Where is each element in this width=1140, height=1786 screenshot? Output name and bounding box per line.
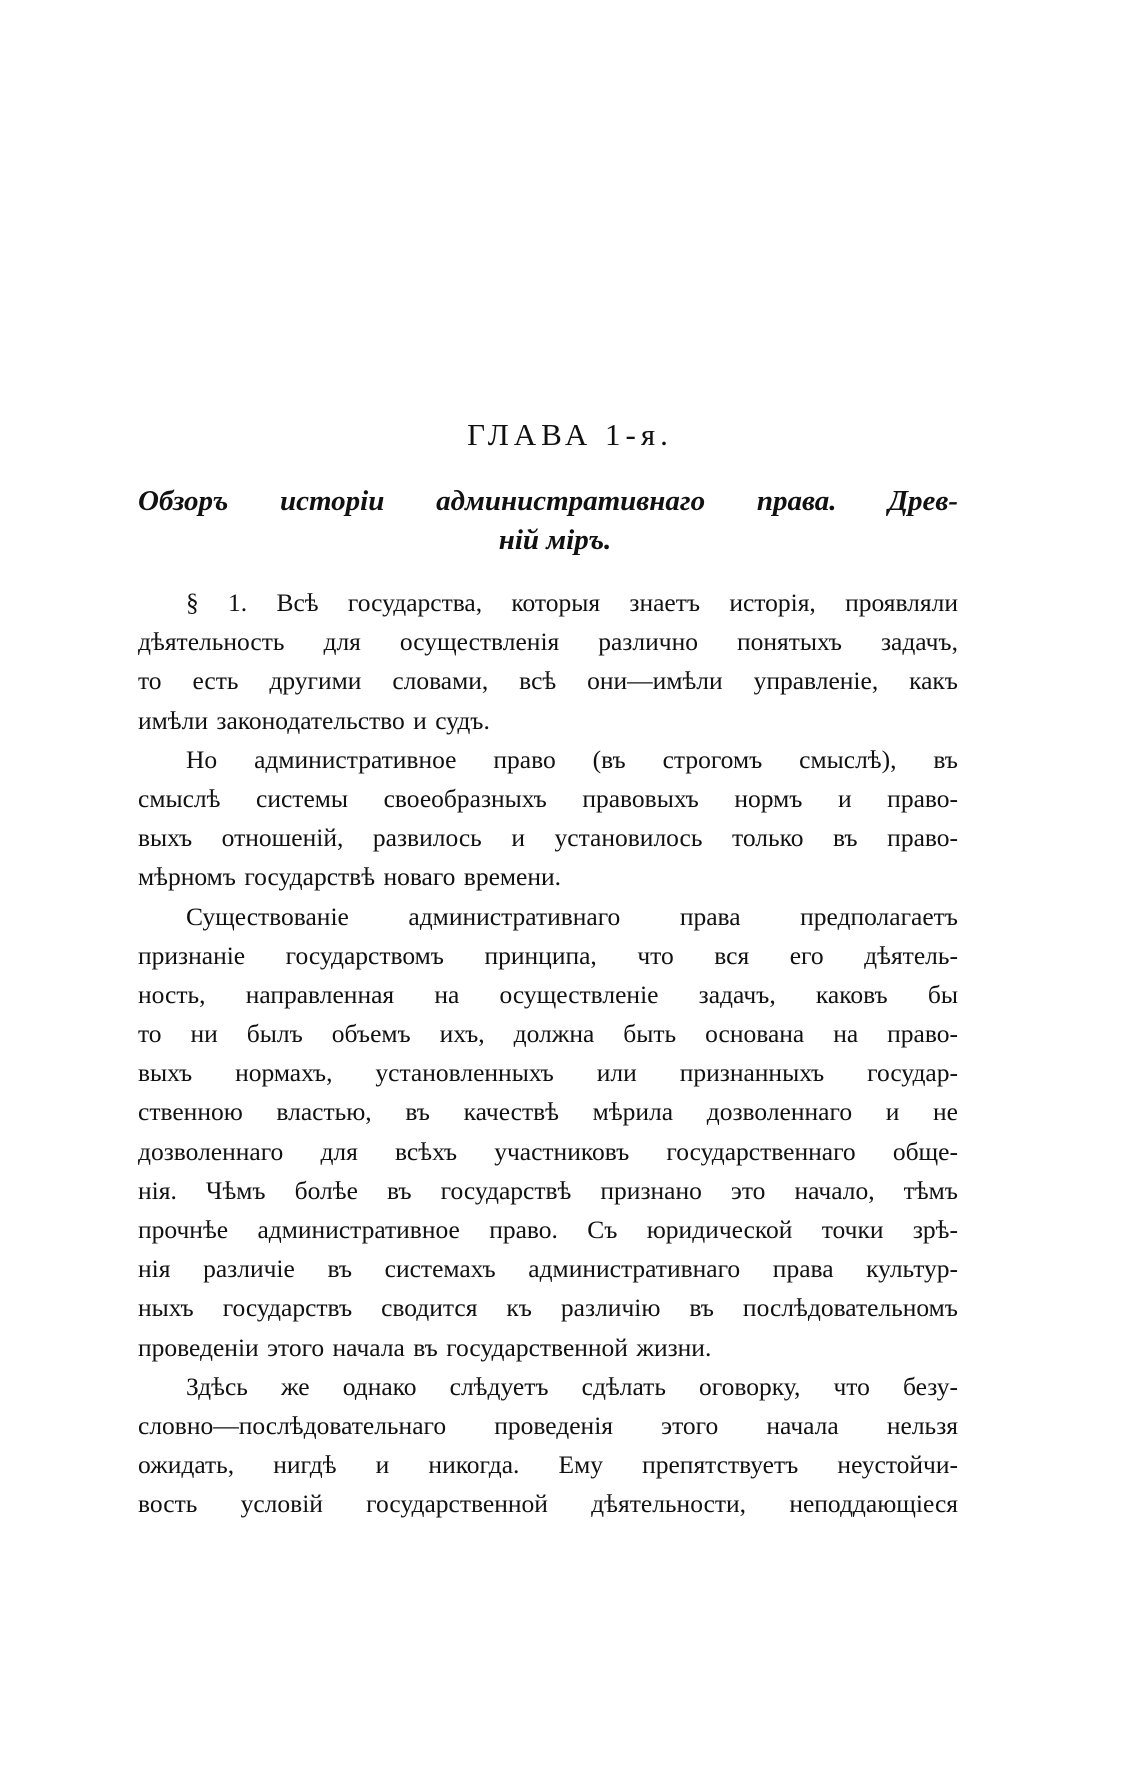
paragraph-4 — [138, 1367, 958, 1524]
text-line: ность, направленная на осуществленіе задачъ, каковъ бы — [138, 979, 958, 1009]
chapter-subtitle-line: Обзоръ исторіи административнаго права. Древ- — [138, 485, 958, 517]
chapter-subtitle — [138, 482, 958, 560]
text-line: нія различіе въ системахъ административнаго права культур- — [138, 1254, 958, 1284]
text-line: имѣли законодательство и судъ. — [138, 705, 490, 735]
paragraph-3 — [138, 897, 958, 1367]
chapter-title: ГЛАВА 1-я. — [467, 417, 673, 452]
text-line: то есть другими словами, всѣ они—имѣли управленіе, какъ — [138, 666, 958, 696]
text-line: ственною властью, въ качествѣ мѣрила дозволеннаго и не — [138, 1097, 958, 1127]
text-line: словно—послѣдовательнаго проведенія этого начала нельзя — [138, 1410, 958, 1440]
text-line: проведеніи этого начала въ государственной жизни. — [138, 1332, 712, 1362]
text-line: § 1. Всѣ государства, которыя знаетъ исторія, проявляли — [186, 588, 958, 617]
text-line: признаніе государствомъ принципа, что вся его дѣятель- — [138, 940, 958, 970]
text-line: мѣрномъ государствѣ новаго времени. — [138, 862, 562, 892]
text-line: выхъ нормахъ, установленныхъ или признанныхъ государ- — [138, 1058, 958, 1088]
text-line: Здѣсь же однако слѣдуетъ сдѣлать оговорку, что безу- — [186, 1371, 958, 1401]
text-line: то ни былъ объемъ ихъ, должна быть основана на право- — [138, 1019, 958, 1049]
paragraph-2 — [138, 740, 958, 897]
text-line: выхъ отношеній, развилось и установилось только въ право- — [138, 823, 958, 853]
text-line: дозволеннаго для всѣхъ участниковъ государственнаго обще- — [138, 1136, 958, 1166]
chapter-subtitle-line: ній міръ. — [498, 524, 612, 556]
text-line: смыслѣ системы своеобразныхъ правовыхъ нормъ и право- — [138, 783, 958, 813]
text-line: дѣятельность для осуществленія различно понятыхъ задачъ, — [138, 627, 958, 657]
body-text — [138, 583, 958, 1524]
text-line: прочнѣе административное право. Съ юридической точки зрѣ- — [138, 1215, 958, 1244]
text-line: вость условій государственной дѣятельности, неподдающіеся — [138, 1489, 958, 1519]
paragraph-1 — [138, 583, 958, 740]
text-line: Но административное право (въ строгомъ смыслѣ), въ — [186, 744, 958, 774]
text-line: ожидать, нигдѣ и никогда. Ему препятствуетъ неустойчи- — [138, 1450, 958, 1480]
text-line: ныхъ государствъ сводится къ различію въ послѣдовательномъ — [138, 1293, 958, 1323]
text-line: нія. Чѣмъ болѣе въ государствѣ признано это начало, тѣмъ — [138, 1175, 958, 1205]
text-line: Существованіе административнаго права предполагаетъ — [186, 901, 958, 931]
